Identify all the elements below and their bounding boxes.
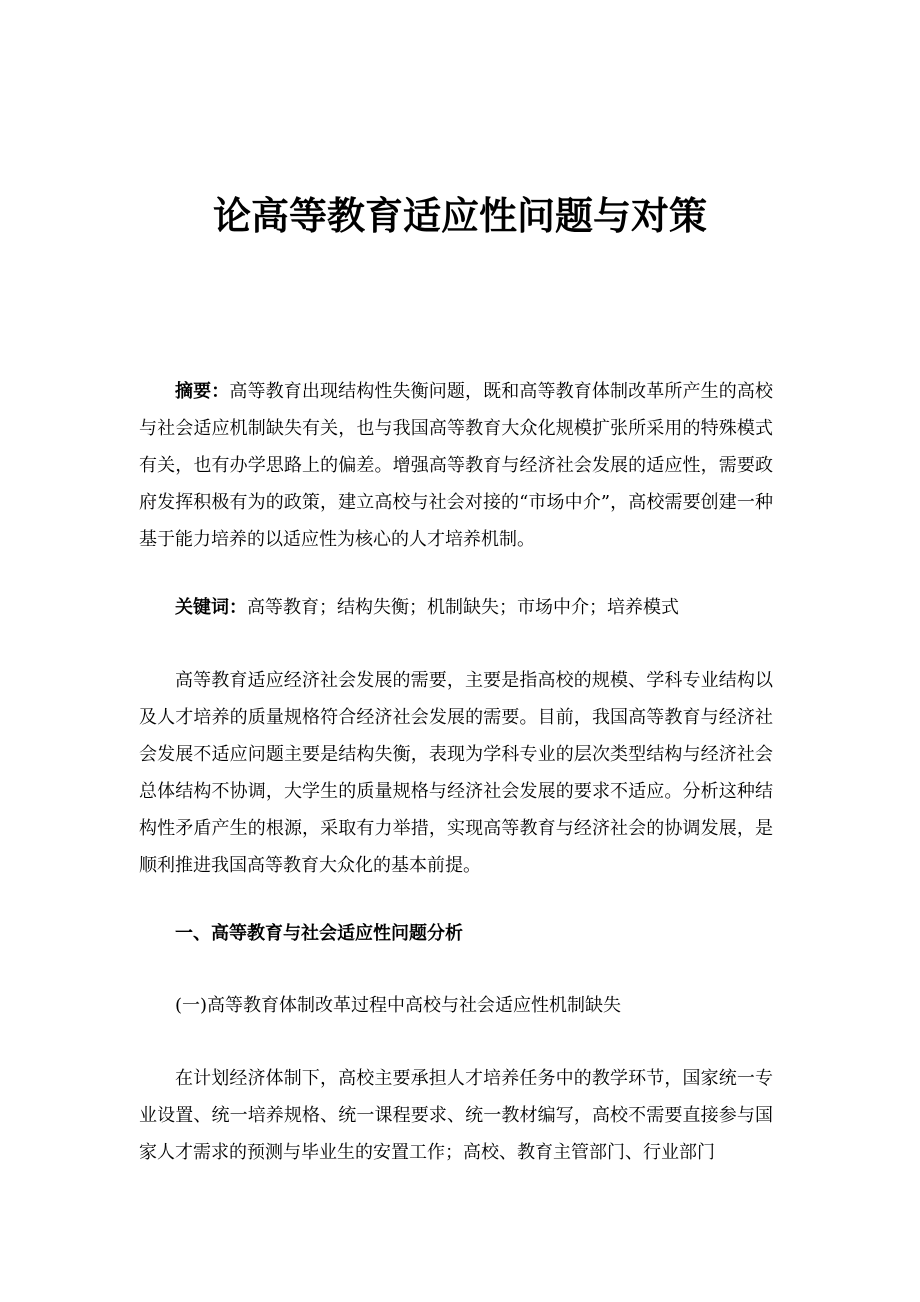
keywords-text: 高等教育；结构失衡；机制缺失；市场中介；培养模式 <box>247 597 679 618</box>
keywords-label: 关键词： <box>175 597 247 618</box>
abstract-paragraph <box>139 373 773 558</box>
subsection-heading: (一)高等教育体制改革过程中高校与社会适应性机制缺失 <box>175 995 622 1016</box>
section-heading: 一、高等教育与社会适应性问题分析 <box>175 923 463 944</box>
body-paragraph: 在计划经济体制下，高校主要承担人才培养任务中的教学环节，国家统一专业设置、统一培养规格、统一课程要求、统一教材编写，高校不需要直接参与国家人才需求的预测与毕业生的安置工作；高校、教育主管部门、行业部门 <box>139 1068 773 1163</box>
abstract-text: 高等教育出现结构性失衡问题，既和高等教育体制改革所产生的高校与社会适应机制缺失有关，也与我国高等教育大众化规模扩张所采用的特殊模式有关，也有办学思路上的偏差。增强高等教育与经济社会发展的适应性，需要政府发挥积极有为的政策，建立高校与社会对接的“市场中介”，高校需要创建一种基于能力培养的以适应性为核心的人才培养机制。 <box>139 381 773 550</box>
keywords-paragraph <box>139 589 773 626</box>
intro-paragraph: 高等教育适应经济社会发展的需要，主要是指高校的规模、学科专业结构以及人才培养的质量规格符合经济社会发展的需要。目前，我国高等教育与经济社会发展不适应问题主要是结构失衡，表现为学科专业的层次类型结构与经济社会总体结构不协调，大学生的质量规格与经济社会发展的要求不适应。分析这种结构性矛盾产生的根源，采取有力举措，实现高等教育与经济社会的协调发展，是顺利推进我国高等教育大众化的基本前提。 <box>139 670 773 876</box>
abstract-label: 摘要： <box>175 381 230 402</box>
document-title: 论高等教育适应性问题与对策 <box>212 193 707 238</box>
